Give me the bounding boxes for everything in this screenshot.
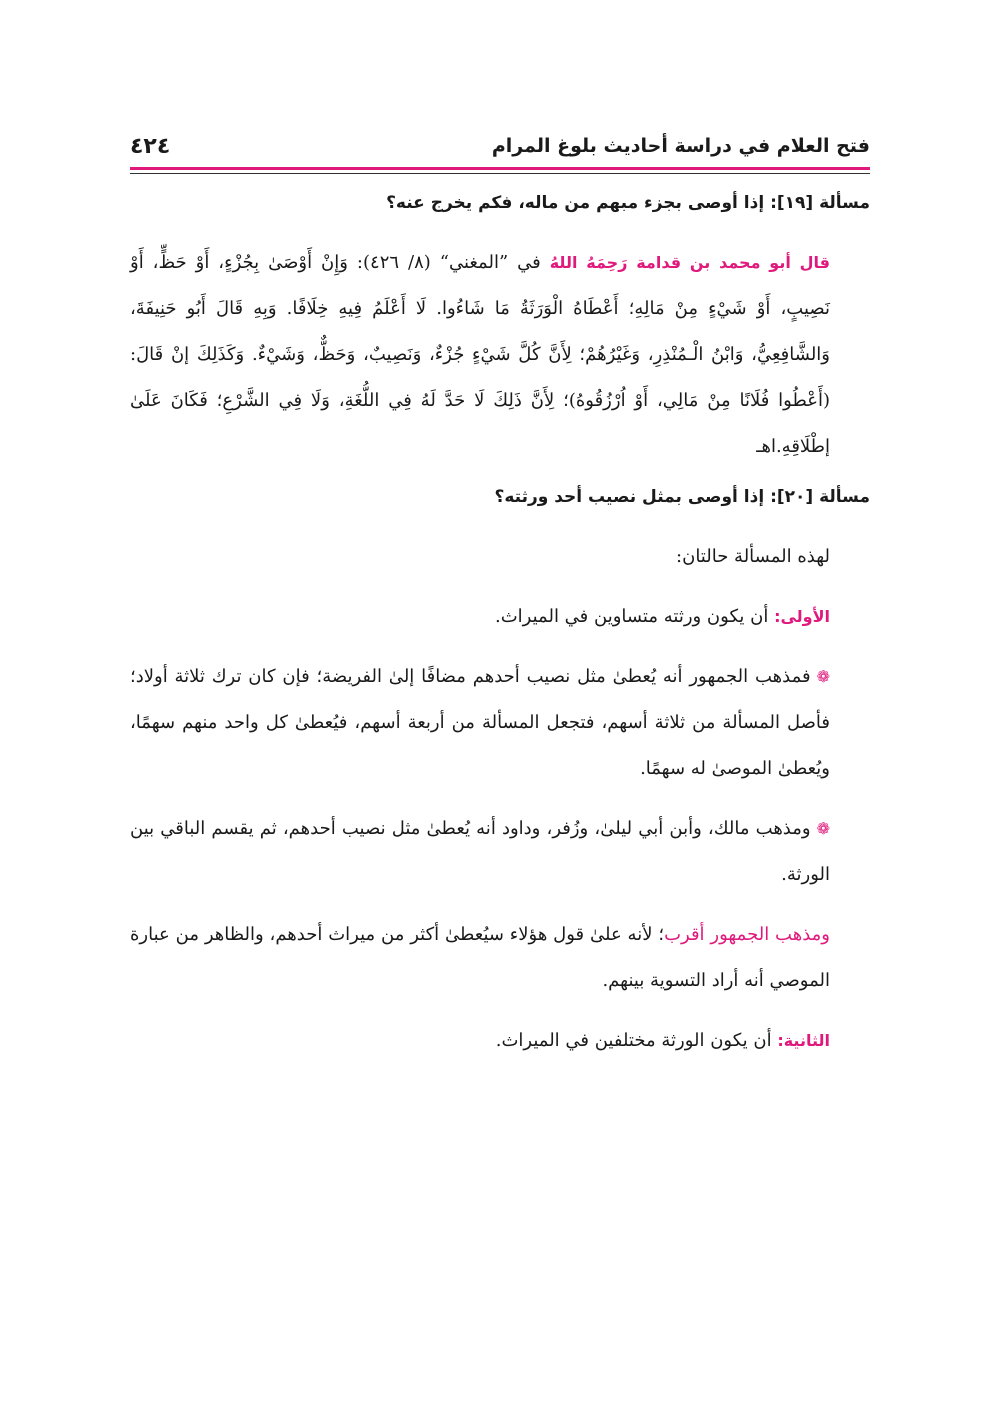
case-2-label: الثانية: [777, 1031, 830, 1050]
header-rule-accent [130, 167, 870, 170]
conclusion-paragraph [130, 912, 870, 1004]
page-number: ٤٢٤ [130, 133, 171, 159]
page-content [130, 190, 870, 1078]
cases-intro: لهذه المسألة حالتان: [676, 546, 830, 567]
quote-text: وَإِنْ أَوْصَىٰ بِجُزْءٍ، أَوْ حَظٍّ، أَوْ نَصِيبٍ، أَوْ شَيْءٍ مِنْ مَالِهِ؛ أَعْطَاهُ الْوَرَثَةُ مَا شَاءُوا. لَا أَعْلَمُ فِيهِ خِلَافًا. وَبِهِ قَالَ أَبُو حَنِيفَةَ، وَالشَّافِعِيُّ، وَابْنُ الْـمُنْذِرِ، وَغَيْرُهُمْ؛ لِأَنَّ كُلَّ شَيْءٍ جُزْءٌ، وَنَصِيبٌ، وَحَظٌّ، وَشَيْءٌ. وَكَذَلِكَ إنْ قَالَ: (أَعْطُوا فُلَانًا مِنْ مَالِي، أَوْ اُرْزُقُوهُ)؛ لِأَنَّ ذَلِكَ لَا حَدَّ لَهُ فِي اللُّغَةِ، وَلَا فِي الشَّرْعِ؛ فَكَانَ عَلَىٰ إطْلَاقِهِ.اهـ [130, 252, 830, 457]
quote-author: قال أبو محمد بن قدامة رَحِمَهُ اللهُ [549, 253, 830, 272]
header-rule [130, 173, 870, 174]
case-1-label: الأولى: [774, 607, 830, 626]
book-title: فتح العلام في دراسة أحاديث بلوغ المرام [491, 135, 870, 157]
conclusion-text: ؛ لأنه علىٰ قول هؤلاء سيُعطىٰ أكثر من ميراث أحدهم، والظاهر من عبارة الموصي أنه أراد التسوية بينهم. [130, 924, 830, 991]
flower-icon: ❁ [816, 667, 830, 686]
quote-paragraph [130, 240, 870, 470]
flower-icon: ❁ [816, 819, 830, 838]
bullet-text: ومذهب مالك، وأبن أبي ليلىٰ، وزُفر، وداود أنه يُعطىٰ مثل نصيب أحدهم، ثم يقسم الباقي بين الورثة. [130, 818, 830, 885]
page-header [130, 128, 870, 164]
bullet-item [130, 654, 870, 792]
quote-intro: في ”المغني“ (٨/ ٤٢٦): [347, 252, 541, 273]
bullet-item [130, 806, 870, 898]
conclusion-highlight: ومذهب الجمهور أقرب [664, 924, 830, 945]
issue-20-title: مسألة [٢٠]: إذا أوصى بمثل نصيب أحد ورثته؟ [494, 487, 870, 507]
case-1-text: أن يكون ورثته متساوين في الميراث. [495, 606, 775, 627]
case-2 [130, 1018, 870, 1064]
bullet-text: فمذهب الجمهور أنه يُعطىٰ مثل نصيب أحدهم مضافًا إلىٰ الفريضة؛ فإن كان ترك ثلاثة أولاد؛ فأصل المسألة من ثلاثة أسهم، فتجعل المسألة من أربعة أسهم، فيُعطىٰ كل واحد منهم سهمًا، ويُعطىٰ الموصىٰ له سهمًا. [130, 666, 830, 779]
issue-19-title: مسألة [١٩]: إذا أوصى بجزء مبهم من ماله، فكم يخرج عنه؟ [386, 193, 870, 213]
case-2-text: أن يكون الورثة مختلفين في الميراث. [495, 1030, 778, 1051]
case-1 [130, 594, 870, 640]
